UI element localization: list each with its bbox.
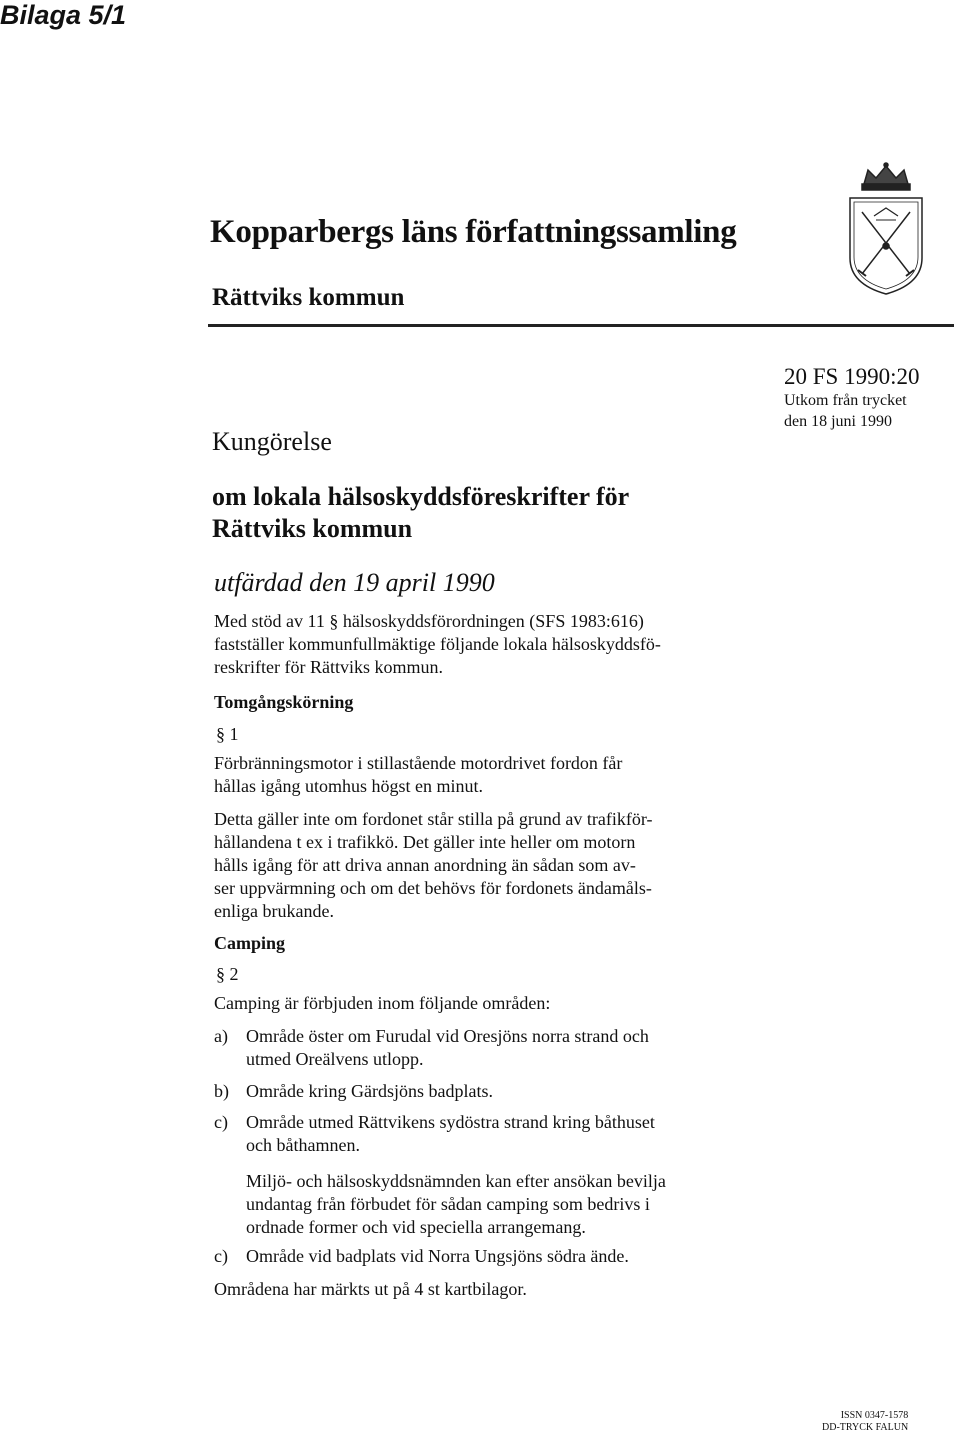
document-heading-line: om lokala hälsoskyddsföreskrifter för [212, 482, 630, 511]
exception-line: ordnade former och vid speciella arrangemang. [246, 1217, 586, 1237]
issn-number: ISSN 0347-1578 [840, 1410, 909, 1421]
body-line: hållandena t ex i trafikkö. Det gäller inte heller om motorn [214, 832, 636, 852]
issn-footer [822, 1410, 908, 1434]
list-marker: b) [214, 1081, 229, 1101]
exception-line: undantag från förbudet för sådan camping som bedrivs i [246, 1194, 650, 1214]
collection-title: Kopparbergs läns författningssamling [210, 214, 737, 250]
issued-date: utfärdad den 19 april 1990 [214, 568, 495, 597]
document-type: Kungörelse [212, 427, 332, 456]
closing-line: Områdena har märkts ut på 4 st kartbilagor. [214, 1279, 527, 1299]
printer-name: DD-TRYCK FALUN [822, 1422, 909, 1433]
list-item-line: Område vid badplats vid Norra Ungsjöns södra ände. [246, 1246, 629, 1266]
paragraph-number: § 2 [216, 964, 239, 984]
document-heading-line: Rättviks kommun [212, 514, 413, 543]
preamble-line: fastställer kommunfullmäktige följande lokala hälsoskyddsfö- [214, 634, 661, 654]
list-item-line: Område kring Gärdsjöns badplats. [246, 1081, 493, 1101]
body-line: enliga brukande. [214, 901, 334, 921]
swedish-county-crest-icon [846, 162, 926, 301]
list-marker: c) [214, 1112, 228, 1132]
exception-line: Miljö- och hälsoskyddsnämnden kan efter ansökan bevilja [246, 1171, 666, 1191]
list-marker: c) [214, 1246, 228, 1266]
published-line-2: den 18 juni 1990 [784, 413, 892, 430]
section-title: Tomgångskörning [214, 692, 354, 712]
body-line: ser uppvärmning och om det behövs för fordonets ändamåls- [214, 878, 652, 898]
municipality-name: Rättviks kommun [212, 284, 405, 311]
preamble-line: reskrifter för Rättviks kommun. [214, 657, 443, 677]
fs-number: 20 FS 1990:20 [784, 364, 920, 389]
preamble-line: Med stöd av 11 § hälsoskyddsförordningen (SFS 1983:616) [214, 611, 644, 631]
body-line: Detta gäller inte om fordonet står stilla på grund av trafikför- [214, 809, 653, 829]
paragraph-number: § 1 [216, 724, 239, 744]
body-line: hålls igång för att driva annan anordning än sådan som av- [214, 855, 636, 875]
list-item-line: utmed Oreälvens utlopp. [246, 1049, 424, 1069]
list-item-line: Område utmed Rättvikens sydöstra strand kring båthuset [246, 1112, 655, 1132]
body-line: hållas igång utomhus högst en minut. [214, 776, 483, 796]
list-item-line: och båthamnen. [246, 1135, 360, 1155]
body-line: Förbränningsmotor i stillastående motordrivet fordon får [214, 753, 623, 773]
published-line-1: Utkom från trycket [784, 392, 907, 409]
body-line: Camping är förbjuden inom följande områden: [214, 993, 551, 1013]
header-divider [208, 324, 954, 327]
section-title: Camping [214, 933, 286, 953]
list-item-line: Område öster om Furudal vid Oresjöns norra strand och [246, 1026, 649, 1046]
list-marker: a) [214, 1026, 228, 1046]
attachment-label: Bilaga 5/1 [0, 0, 127, 30]
